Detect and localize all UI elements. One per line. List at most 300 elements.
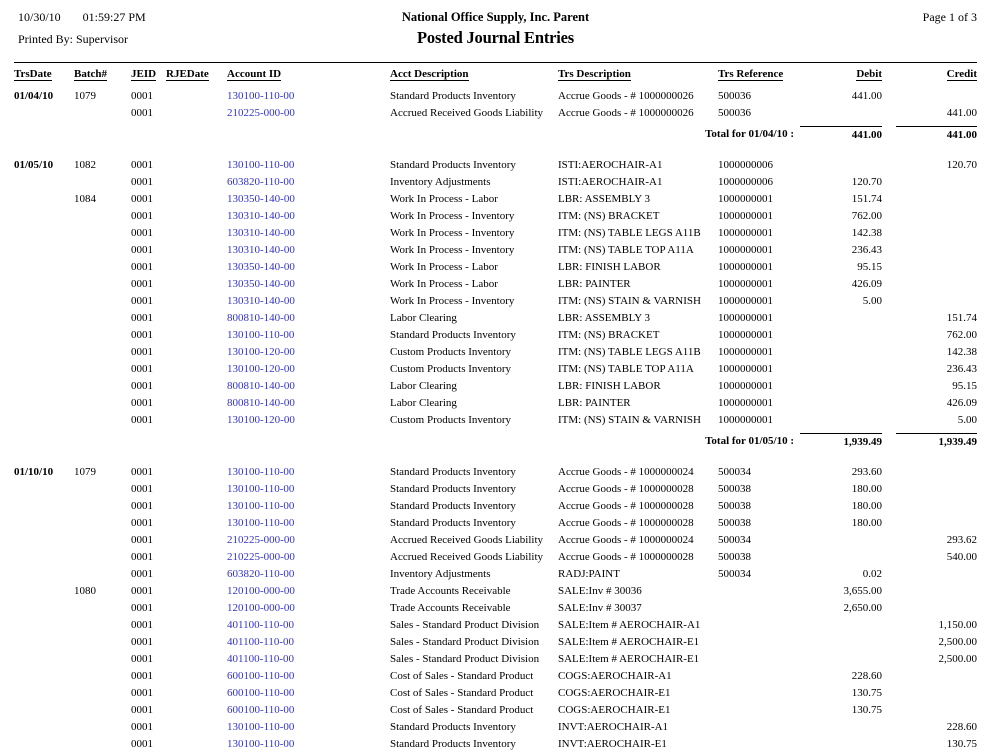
journal-date-group (14, 88, 977, 144)
acct-description-cell: Standard Products Inventory (390, 483, 516, 495)
rjedate-cell (166, 651, 227, 668)
trs-description-cell: ITM: (NS) STAIN & VARNISH (558, 414, 701, 426)
account-id-link[interactable]: 130350-140-00 (227, 193, 295, 205)
jeid-cell: 0001 (131, 738, 153, 750)
jeid-cell: 0001 (131, 363, 153, 375)
journal-entry-row (14, 719, 977, 736)
rjedate-cell (166, 583, 227, 600)
rjedate-cell (166, 481, 227, 498)
account-id-link[interactable]: 401100-110-00 (227, 636, 295, 648)
batch-cell (74, 481, 131, 498)
trsdate-cell (14, 702, 74, 719)
credit-cell (882, 600, 977, 617)
debit-cell: 180.00 (851, 500, 882, 512)
account-id-link[interactable]: 130100-110-00 (227, 90, 295, 102)
acct-description-cell: Trade Accounts Receivable (390, 585, 511, 597)
trsdate-cell (14, 498, 74, 515)
journal-entry-row (14, 276, 977, 293)
account-id-link[interactable]: 130100-110-00 (227, 738, 295, 750)
account-id-link[interactable]: 120100-000-00 (227, 585, 295, 597)
journal-entry-row (14, 310, 977, 327)
account-id-link[interactable]: 603820-110-00 (227, 176, 295, 188)
journal-entry-row (14, 583, 977, 600)
trsdate-cell (14, 327, 74, 344)
account-id-link[interactable]: 120100-000-00 (227, 602, 295, 614)
batch-cell (74, 412, 131, 429)
account-id-link[interactable]: 210225-000-00 (227, 534, 295, 546)
group-total-credit: 1,939.49 (896, 433, 977, 451)
trs-reference-cell (710, 583, 800, 600)
group-total-debit: 1,939.49 (800, 433, 882, 451)
batch-cell (74, 293, 131, 310)
debit-cell: 441.00 (851, 90, 882, 102)
acct-description-cell: Standard Products Inventory (390, 466, 516, 478)
account-id-cell (227, 583, 390, 600)
acct-description-cell: Standard Products Inventory (390, 90, 516, 102)
acct-description-cell: Custom Products Inventory (390, 346, 511, 358)
rjedate-cell (166, 719, 227, 736)
credit-cell: 130.75 (946, 738, 977, 750)
debit-cell (800, 105, 882, 122)
trsdate-cell (14, 344, 74, 361)
trs-reference-cell (710, 600, 800, 617)
acct-description-cell: Work In Process - Inventory (390, 227, 515, 239)
trs-reference-cell (710, 685, 800, 702)
trsdate-cell (14, 600, 74, 617)
acct-description-cell: Work In Process - Inventory (390, 210, 515, 222)
debit-cell (800, 361, 882, 378)
account-id-link[interactable]: 401100-110-00 (227, 619, 295, 631)
account-id-link[interactable]: 130100-110-00 (227, 329, 295, 341)
col-header-acctdesc: Acct Description (390, 68, 469, 80)
trs-description-cell: ITM: (NS) STAIN & VARNISH (558, 295, 701, 307)
credit-cell: 120.70 (946, 159, 977, 171)
trsdate-cell (14, 191, 74, 208)
col-header-batch: Batch# (74, 68, 107, 80)
trs-reference-cell (710, 736, 800, 753)
trsdate-cell (14, 310, 74, 327)
account-id-link[interactable]: 600100-110-00 (227, 704, 295, 716)
credit-cell: 228.60 (946, 721, 977, 733)
trs-reference-cell: 1000000006 (718, 159, 773, 171)
trs-reference-cell (710, 651, 800, 668)
column-header-row (14, 63, 977, 87)
trs-reference-cell: 500034 (718, 466, 751, 478)
account-id-link[interactable]: 130100-110-00 (227, 721, 295, 733)
trs-description-cell: INVT:AEROCHAIR-A1 (558, 721, 669, 733)
debit-cell (800, 395, 882, 412)
credit-cell (882, 566, 977, 583)
account-id-cell (227, 498, 390, 515)
account-id-cell (227, 532, 390, 549)
trsdate-cell (14, 259, 74, 276)
batch-cell (74, 549, 131, 566)
acct-description-cell: Cost of Sales - Standard Product (390, 704, 534, 716)
debit-cell: 293.60 (851, 466, 882, 478)
account-id-cell (227, 105, 390, 122)
batch-cell (74, 532, 131, 549)
jeid-cell: 0001 (131, 653, 153, 665)
trsdate-cell (14, 293, 74, 310)
jeid-cell: 0001 (131, 619, 153, 631)
account-id-link[interactable]: 210225-000-00 (227, 551, 295, 563)
acct-description-cell: Inventory Adjustments (390, 568, 491, 580)
jeid-cell: 0001 (131, 534, 153, 546)
trs-description-cell: COGS:AEROCHAIR-E1 (558, 704, 671, 716)
rjedate-cell (166, 685, 227, 702)
credit-cell: 151.74 (946, 312, 977, 324)
account-id-link[interactable]: 800810-140-00 (227, 312, 295, 324)
account-id-link[interactable]: 800810-140-00 (227, 397, 295, 409)
account-id-cell (227, 259, 390, 276)
journal-entry-row (14, 361, 977, 378)
rjedate-cell (166, 378, 227, 395)
acct-description-cell: Work In Process - Labor (390, 193, 498, 205)
account-id-cell (227, 617, 390, 634)
account-id-link[interactable]: 401100-110-00 (227, 653, 295, 665)
credit-cell: 95.15 (952, 380, 977, 392)
rjedate-cell (166, 464, 227, 481)
journal-entry-row (14, 412, 977, 429)
rjedate-cell (166, 549, 227, 566)
jeid-cell: 0001 (131, 312, 153, 324)
account-id-cell (227, 685, 390, 702)
journal-entry-row (14, 702, 977, 719)
batch-cell: 1080 (74, 585, 96, 597)
account-id-link[interactable]: 130350-140-00 (227, 261, 295, 273)
debit-cell (800, 736, 882, 753)
rjedate-cell (166, 617, 227, 634)
trsdate-cell (14, 225, 74, 242)
trs-reference-cell (710, 719, 800, 736)
credit-cell (882, 293, 977, 310)
batch-cell (74, 327, 131, 344)
account-id-cell (227, 327, 390, 344)
account-id-cell (227, 174, 390, 191)
credit-cell (882, 583, 977, 600)
account-id-link[interactable]: 130100-110-00 (227, 517, 295, 529)
acct-description-cell: Accrued Received Goods Liability (390, 551, 544, 563)
account-id-cell (227, 191, 390, 208)
journal-entry-row (14, 566, 977, 583)
acct-description-cell: Labor Clearing (390, 397, 457, 409)
trs-description-cell: COGS:AEROCHAIR-A1 (558, 670, 672, 682)
account-id-link[interactable]: 130100-120-00 (227, 363, 295, 375)
batch-cell (74, 259, 131, 276)
journal-entry-row (14, 498, 977, 515)
credit-cell: 5.00 (957, 414, 977, 426)
trs-reference-cell: 500038 (718, 551, 751, 563)
trs-reference-cell: 1000000001 (718, 346, 773, 358)
trsdate-cell (14, 105, 74, 122)
debit-cell: 95.15 (857, 261, 882, 273)
jeid-cell: 0001 (131, 466, 153, 478)
trs-reference-cell: 500036 (718, 90, 751, 102)
debit-cell: 180.00 (851, 517, 882, 529)
jeid-cell: 0001 (131, 346, 153, 358)
trs-reference-cell: 1000000001 (718, 363, 773, 375)
acct-description-cell: Labor Clearing (390, 380, 457, 392)
trsdate-cell (14, 736, 74, 753)
journal-entry-row (14, 617, 977, 634)
credit-cell (882, 259, 977, 276)
batch-cell (74, 105, 131, 122)
account-id-cell (227, 378, 390, 395)
account-id-link[interactable]: 130310-140-00 (227, 227, 295, 239)
jeid-cell: 0001 (131, 244, 153, 256)
trs-description-cell: Accrue Goods - # 1000000026 (558, 90, 694, 102)
trs-description-cell: ITM: (NS) BRACKET (558, 210, 660, 222)
trsdate-cell (14, 668, 74, 685)
account-id-link[interactable]: 130100-120-00 (227, 414, 295, 426)
trsdate-cell (14, 242, 74, 259)
account-id-link[interactable]: 600100-110-00 (227, 687, 295, 699)
rjedate-cell (166, 310, 227, 327)
rjedate-cell (166, 361, 227, 378)
trs-description-cell: SALE:Item # AEROCHAIR-E1 (558, 636, 700, 648)
trs-reference-cell: 1000000001 (718, 244, 773, 256)
acct-description-cell: Custom Products Inventory (390, 363, 511, 375)
debit-cell: 130.75 (851, 687, 882, 699)
journal-entry-row (14, 174, 977, 191)
account-id-cell (227, 88, 390, 105)
trsdate-cell (14, 634, 74, 651)
trs-reference-cell: 1000000001 (718, 193, 773, 205)
acct-description-cell: Standard Products Inventory (390, 159, 516, 171)
rjedate-cell (166, 515, 227, 532)
account-id-link[interactable]: 130310-140-00 (227, 295, 295, 307)
acct-description-cell: Accrued Received Goods Liability (390, 534, 544, 546)
jeid-cell: 0001 (131, 721, 153, 733)
jeid-cell: 0001 (131, 636, 153, 648)
batch-cell: 1082 (74, 159, 96, 171)
credit-cell: 236.43 (946, 363, 977, 375)
jeid-cell: 0001 (131, 517, 153, 529)
batch-cell (74, 225, 131, 242)
account-id-cell (227, 225, 390, 242)
credit-cell (882, 515, 977, 532)
rjedate-cell (166, 412, 227, 429)
acct-description-cell: Sales - Standard Product Division (390, 653, 540, 665)
journal-entry-row (14, 327, 977, 344)
journal-entry-row (14, 651, 977, 668)
debit-cell (800, 344, 882, 361)
trs-description-cell: LBR: FINISH LABOR (558, 261, 661, 273)
account-id-link[interactable]: 210225-000-00 (227, 107, 295, 119)
journal-entry-row (14, 191, 977, 208)
batch-cell (74, 668, 131, 685)
debit-cell: 426.09 (851, 278, 882, 290)
debit-cell: 762.00 (851, 210, 882, 222)
batch-cell: 1079 (74, 90, 96, 102)
jeid-cell: 0001 (131, 278, 153, 290)
rjedate-cell (166, 395, 227, 412)
journal-entry-row (14, 208, 977, 225)
account-id-link[interactable]: 130100-110-00 (227, 159, 295, 171)
credit-cell (882, 702, 977, 719)
trsdate-cell (14, 395, 74, 412)
trsdate-cell (14, 481, 74, 498)
trsdate-cell (14, 685, 74, 702)
debit-cell (800, 310, 882, 327)
trs-reference-cell: 1000000001 (718, 414, 773, 426)
batch-cell: 1079 (74, 466, 96, 478)
account-id-link[interactable]: 130100-120-00 (227, 346, 295, 358)
debit-cell: 228.60 (851, 670, 882, 682)
trsdate-cell (14, 208, 74, 225)
debit-cell (800, 719, 882, 736)
page-title: Posted Journal Entries (417, 28, 574, 47)
debit-cell (800, 412, 882, 429)
rjedate-cell (166, 668, 227, 685)
trsdate-cell (14, 532, 74, 549)
acct-description-cell: Work In Process - Inventory (390, 244, 515, 256)
account-id-link[interactable]: 130100-110-00 (227, 483, 295, 495)
trs-description-cell: LBR: PAINTER (558, 397, 631, 409)
trsdate-cell (14, 174, 74, 191)
debit-cell (800, 651, 882, 668)
account-id-cell (227, 293, 390, 310)
jeid-cell: 0001 (131, 670, 153, 682)
acct-description-cell: Cost of Sales - Standard Product (390, 687, 534, 699)
credit-cell (882, 498, 977, 515)
account-id-link[interactable]: 130100-110-00 (227, 466, 295, 478)
trs-description-cell: COGS:AEROCHAIR-E1 (558, 687, 671, 699)
account-id-link[interactable]: 130310-140-00 (227, 244, 295, 256)
col-header-trsdesc: Trs Description (558, 68, 631, 80)
account-id-link[interactable]: 130100-110-00 (227, 500, 295, 512)
account-id-cell (227, 481, 390, 498)
rjedate-cell (166, 259, 227, 276)
journal-entry-row (14, 481, 977, 498)
trs-reference-cell: 1000000001 (718, 329, 773, 341)
trsdate-cell (14, 412, 74, 429)
trs-description-cell: ITM: (NS) TABLE LEGS A11B (558, 346, 701, 358)
jeid-cell: 0001 (131, 227, 153, 239)
debit-cell (800, 532, 882, 549)
col-header-debit: Debit (856, 68, 882, 80)
report-title-block (14, 10, 977, 48)
credit-cell: 2,500.00 (938, 653, 977, 665)
trsdate-cell: 01/05/10 (14, 159, 54, 171)
account-id-cell (227, 395, 390, 412)
trs-reference-cell: 1000000001 (718, 312, 773, 324)
trsdate-cell (14, 583, 74, 600)
account-id-link[interactable]: 603820-110-00 (227, 568, 295, 580)
credit-cell (882, 88, 977, 105)
group-total-credit: 441.00 (896, 126, 977, 144)
trs-reference-cell: 1000000001 (718, 261, 773, 273)
account-id-cell (227, 157, 390, 174)
trs-description-cell: ITM: (NS) TABLE LEGS A11B (558, 227, 701, 239)
trs-reference-cell: 1000000001 (718, 278, 773, 290)
journal-entry-row (14, 225, 977, 242)
rjedate-cell (166, 174, 227, 191)
journal-entry-row (14, 378, 977, 395)
rjedate-cell (166, 276, 227, 293)
trs-description-cell: Accrue Goods - # 1000000024 (558, 466, 694, 478)
journal-entry-row (14, 685, 977, 702)
trs-reference-cell: 1000000001 (718, 397, 773, 409)
batch-cell (74, 310, 131, 327)
debit-cell (800, 327, 882, 344)
debit-cell: 0.02 (862, 568, 882, 580)
trsdate-cell: 01/04/10 (14, 90, 54, 102)
trsdate-cell (14, 276, 74, 293)
credit-cell: 142.38 (946, 346, 977, 358)
rjedate-cell (166, 327, 227, 344)
jeid-cell: 0001 (131, 568, 153, 580)
batch-cell (74, 361, 131, 378)
account-id-cell (227, 344, 390, 361)
print-time: 01:59:27 PM (82, 10, 146, 24)
col-header-jeid: JEID (131, 68, 157, 80)
credit-cell (882, 685, 977, 702)
jeid-cell: 0001 (131, 210, 153, 222)
trs-reference-cell (710, 617, 800, 634)
acct-description-cell: Work In Process - Labor (390, 261, 498, 273)
jeid-cell: 0001 (131, 602, 153, 614)
journal-entry-row (14, 634, 977, 651)
trs-description-cell: SALE:Item # AEROCHAIR-E1 (558, 653, 700, 665)
acct-description-cell: Work In Process - Labor (390, 278, 498, 290)
batch-cell (74, 276, 131, 293)
batch-cell (74, 174, 131, 191)
acct-description-cell: Labor Clearing (390, 312, 457, 324)
jeid-cell: 0001 (131, 261, 153, 273)
account-id-cell (227, 464, 390, 481)
acct-description-cell: Sales - Standard Product Division (390, 619, 540, 631)
trs-reference-cell: 500036 (718, 107, 751, 119)
journal-entry-row (14, 157, 977, 174)
debit-cell (800, 634, 882, 651)
rjedate-cell (166, 105, 227, 122)
acct-description-cell: Standard Products Inventory (390, 517, 516, 529)
account-id-cell (227, 515, 390, 532)
batch-cell (74, 617, 131, 634)
trs-description-cell: SALE:Inv # 30036 (558, 585, 642, 597)
account-id-link[interactable]: 130310-140-00 (227, 210, 295, 222)
journal-entry-row (14, 668, 977, 685)
debit-cell (800, 157, 882, 174)
account-id-link[interactable]: 130350-140-00 (227, 278, 295, 290)
account-id-cell (227, 668, 390, 685)
credit-cell (882, 668, 977, 685)
rjedate-cell (166, 88, 227, 105)
batch-cell: 1084 (74, 193, 96, 205)
account-id-cell (227, 412, 390, 429)
trs-description-cell: SALE:Item # AEROCHAIR-A1 (558, 619, 701, 631)
batch-cell (74, 651, 131, 668)
trs-reference-cell: 1000000001 (718, 380, 773, 392)
journal-entry-row (14, 515, 977, 532)
journal-entry-row (14, 395, 977, 412)
account-id-link[interactable]: 600100-110-00 (227, 670, 295, 682)
credit-cell (882, 242, 977, 259)
trs-description-cell: Accrue Goods - # 1000000028 (558, 483, 694, 495)
debit-cell: 3,655.00 (843, 585, 882, 597)
journal-entry-row (14, 88, 977, 105)
trs-description-cell: ISTI:AEROCHAIR-A1 (558, 176, 663, 188)
account-id-link[interactable]: 800810-140-00 (227, 380, 295, 392)
trsdate-cell (14, 719, 74, 736)
group-total-row (14, 433, 977, 451)
trs-description-cell: Accrue Goods - # 1000000028 (558, 517, 694, 529)
trs-reference-cell: 500034 (718, 568, 751, 580)
rjedate-cell (166, 498, 227, 515)
journal-entry-row (14, 259, 977, 276)
batch-cell (74, 242, 131, 259)
